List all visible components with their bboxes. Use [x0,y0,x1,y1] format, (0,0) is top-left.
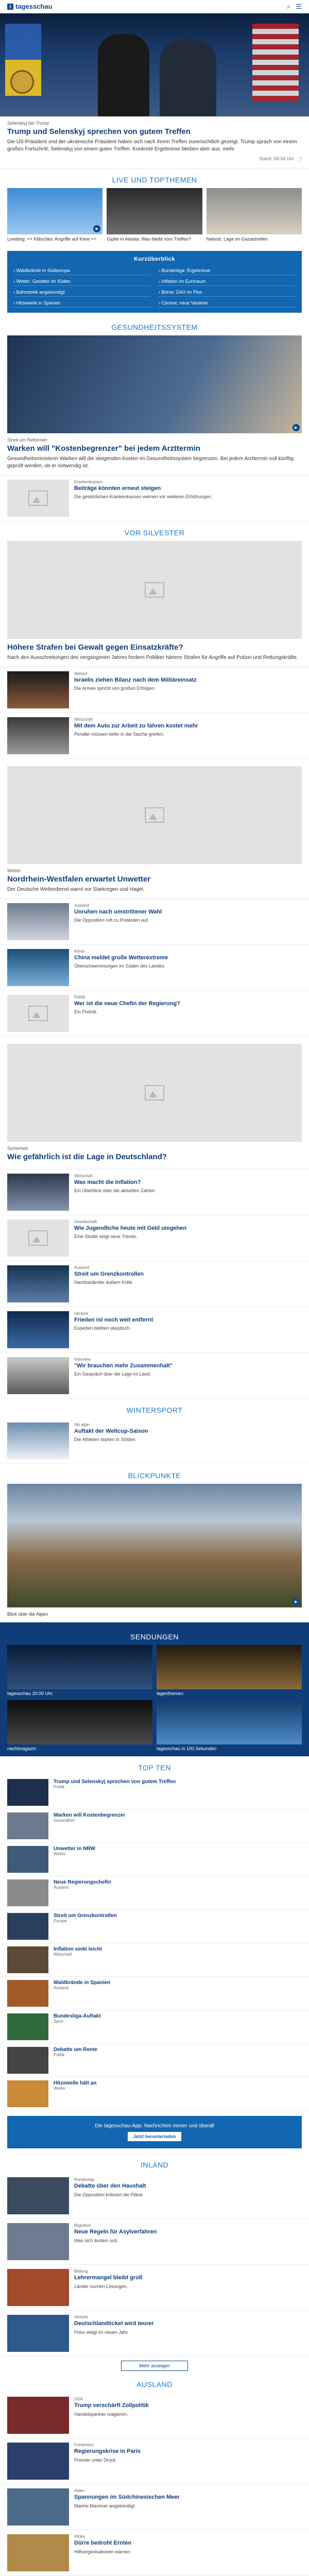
nord-dach: Wetter [7,868,21,873]
top-item[interactable] [0,1943,309,1977]
gefahr-headline[interactable]: Wie gefährlich ist die Lage in Deutschland? [7,1152,167,1161]
image-placeholder [7,1219,69,1257]
list-item[interactable] [0,1170,309,1215]
live-card-caption: Liveblog: ++ Klitschko: Angriffe auf Kiew ++ [7,236,96,242]
image-icon [28,490,48,506]
live-section-title: LIVE UND TOPTHEMEN [112,176,197,184]
list-teaser: Premier unter Druck. [74,2458,117,2463]
share-icon[interactable]: ⤴ [297,157,302,162]
top-sub: Wetter [54,2086,66,2091]
gesund-dach: Streit um Reformen [7,437,48,443]
list-item[interactable] [0,2265,309,2311]
top-headline[interactable]: Neue Regierungschefin [54,1879,111,1886]
logo-text: tagesschau [15,3,53,10]
nord-article[interactable] [0,864,309,899]
list-dach: Gesellschaft [74,1219,97,1224]
list-teaser: Was sich ändern soll. [74,2238,118,2244]
list-headline[interactable]: Mit dem Auto zur Arbeit zu fahren kostet mehr [74,722,198,729]
hero-image[interactable] [0,13,309,116]
hero-teaser: Die US-Präsident und der ukrainische Präsident haben sich nach ihrem Treffen zuversichtlich gezeigt. Trump sprach von einem großen Fortschritt, Selenskyj von einem guten Treffen. Konkrete Ergebnisse blieben aber aus. mehr [7,139,297,152]
sendung-caption: tagesschau in 100 Sekunden [157,1746,217,1752]
list-headline[interactable]: Debatte über den Haushalt [74,2183,146,2190]
list-teaser: Hilfsorganisationen warnen. [74,2549,132,2555]
list-headline[interactable]: Wie Jugendliche heute mit Geld umgehen [74,1225,187,1231]
top-sub: Ausland [54,1986,68,1991]
gefahr-article[interactable] [0,1142,309,1170]
list-teaser: Experten bleiben skeptisch. [74,1326,131,1331]
top-sub: Sport [54,2019,64,2024]
inland-section-title: INLAND [140,2161,169,2170]
more-button[interactable]: Mehr anzeigen [121,2361,188,2371]
list-item[interactable] [0,713,309,759]
list-dach: Politik [74,994,85,999]
list-headline[interactable]: "Wir brauchen mehr Zusammenhalt" [74,1362,173,1369]
site-header [0,0,309,13]
list-teaser: Handelspartner reagieren. [74,2412,128,2417]
top-headline[interactable]: Unwetter in NRW [54,1846,95,1852]
hero-article[interactable] [0,116,309,168]
list-headline[interactable]: Israelis ziehen Bilanz nach dem Militäreinsatz [74,676,197,683]
sendung-card[interactable] [7,1700,152,1751]
image-placeholder [7,995,69,1032]
list-item[interactable] [0,1215,309,1261]
kurz-item[interactable]: › Corona: neue Variante [159,299,296,308]
list-dach: Frankreich [74,2443,94,2448]
list-item[interactable] [0,2484,309,2530]
image-icon [145,582,164,598]
list-teaser: Überschwemmungen im Süden des Landes. [74,963,166,969]
live-card-caption: Nahost: Lage im Gazastreifen [206,236,268,242]
top-headline[interactable]: Streit um Grenzkontrollen [54,1913,117,1919]
list-teaser: Die Armee spricht von großen Erfolgen. [74,686,156,691]
kurz-item[interactable]: › Wetter: Gewitter im Süden [13,277,150,286]
list-headline[interactable]: Regierungskrise in Paris [74,2448,141,2455]
hero-meta: Stand: 08:34 Uhr [259,156,294,161]
sendung-caption: tagesschau 20:00 Uhr [7,1691,53,1697]
top-sub: Europa [54,1919,67,1924]
list-item[interactable] [0,2173,309,2219]
list-item[interactable] [0,1261,309,1307]
top-sub: Wetter [54,1852,66,1857]
blick-image[interactable] [7,1484,302,1607]
list-headline[interactable]: Unruhen nach umstrittener Wahl [74,908,162,915]
vorort-teaser: Nach den Ausschreitungen des vergangenen Jahres fordern Politiker härtere Strafen für Angriffe auf Polizei und Rettungskräfte. [7,654,298,660]
list-dach: Wirtschaft [74,1173,93,1178]
top-headline[interactable]: Hitzewelle hält an [54,2080,97,2087]
list-item[interactable] [0,899,309,945]
image-icon [145,1085,164,1100]
top-sub: Wirtschaft [54,1952,72,1957]
list-item[interactable] [0,1353,309,1399]
list-headline[interactable]: Streit um Grenzkontrollen [74,1270,144,1277]
top-item[interactable] [0,1910,309,1943]
top-headline[interactable]: Debatte um Rente [54,2047,98,2053]
live-card[interactable] [207,188,302,243]
list-dach: Ausland [74,1265,89,1270]
top-sub: Politik [54,1785,65,1790]
list-dach: Verkehr [74,2315,89,2320]
sendung-card[interactable] [157,1645,302,1696]
vorort-headline[interactable]: Höhere Strafen bei Gewalt gegen Einsatzkräfte? [7,642,183,652]
list-dach: Ukraine [74,1311,89,1316]
top-item[interactable] [0,1776,309,1809]
app-promo [7,2116,302,2148]
hero-dach: Selenskyj bei Trump [7,121,49,126]
list-headline[interactable]: Frieden ist noch weit entfernt [74,1316,153,1323]
list-dach: Nahost [74,671,88,676]
list-teaser: Ein Überblick über die aktuellen Zahlen. [74,1188,157,1194]
list-headline[interactable]: Was macht die Inflation? [74,1179,141,1185]
top-item[interactable] [0,1977,309,2010]
list-headline[interactable]: Trump verschärft Zollpolitik [74,2402,149,2409]
kurz-item[interactable]: › Hitzewelle in Spanien [13,299,150,308]
top-headline[interactable]: Trump und Selenskyj sprechen von gutem Treffen [54,1779,176,1785]
list-teaser: Ein Gespräch über die Lage im Land. [74,1371,151,1377]
list-teaser: Die gesetzlichen Krankenkassen warnen vor weiteren Erhöhungen. [74,494,213,500]
live-card-caption: Gipfel in Alaska: Was bleibt vom Treffen? [107,236,191,242]
play-icon: ▶ [93,225,100,232]
kurz-item[interactable]: › Inflation im Euroraum [159,277,296,286]
gefahr-dach: Sicherheit [7,1145,28,1151]
top-sub: Gesundheit [54,1818,75,1823]
image-placeholder[interactable] [7,766,302,864]
play-icon: ▶ [293,1598,300,1605]
list-teaser: Die Opposition ruft zu Protesten auf. [74,918,149,923]
list-item[interactable] [0,2311,309,2357]
list-teaser: Nachbarländer äußern Kritik. [74,1280,134,1285]
vorort-section-title: VOR SILVESTER [124,528,185,537]
list-headline[interactable]: Lehrermangel bleibt groß [74,2275,143,2281]
top-sub: Ausland [54,1885,68,1890]
nord-headline[interactable]: Nordrhein-Westfalen erwartet Unwetter [7,874,151,884]
list-teaser: Ein Porträt. [74,1009,98,1015]
ausland-section-title: AUSLAND [136,2380,173,2389]
live-card[interactable] [107,188,202,243]
gesund-article[interactable] [0,433,309,476]
list-dach: Interview [74,1357,91,1362]
top-item[interactable] [0,1843,309,1876]
list-item[interactable] [0,2530,309,2576]
play-icon: ▶ [293,424,300,431]
top-item[interactable] [0,2044,309,2077]
list-dach: Bundestag [74,2177,94,2182]
hero-headline[interactable]: Trump und Selenskyj sprechen von gutem Treffen [7,127,191,136]
list-dach: Afrika [74,2534,85,2539]
image-icon [28,1230,48,1246]
kurz-item[interactable]: › Waldbrände in Südeuropa [13,266,150,275]
list-item[interactable] [0,2438,309,2484]
list-item[interactable] [0,2219,309,2265]
top-item[interactable] [0,2010,309,2044]
list-dach: Asien [74,2488,85,2494]
list-dach: USA [74,2397,83,2402]
sendungen-section-title: SENDUNGEN [130,1633,179,1641]
image-icon [145,807,164,823]
list-teaser: Die Opposition kritisiert die Pläne. [74,2192,144,2198]
list-headline[interactable]: Beiträge könnten erneut steigen [74,485,161,492]
logo-mark: t [7,4,13,10]
list-teaser: Länder suchen Lösungen. [74,2284,128,2290]
list-headline[interactable]: Deutschlandticket wird teurer [74,2320,154,2327]
list-dach: Wirtschaft [74,717,93,722]
nord-teaser: Der Deutsche Wetterdienst warnt vor Starkregen und Hagel. [7,886,145,892]
promo-text: Die tagesschau-App: Nachrichten immer und überall [95,2123,214,2129]
sendungen-section [0,1622,309,1756]
list-dach: Ausland [74,903,89,908]
list-item[interactable] [0,1418,309,1464]
list-item[interactable] [0,945,309,991]
list-item[interactable] [0,991,309,1037]
sendung-card[interactable] [7,1645,152,1696]
list-dach: Krankenkassen [74,479,103,484]
sendung-caption: tagesthemen [157,1691,184,1697]
top-headline[interactable]: Inflation sinkt leicht [54,1946,102,1953]
blick-section-title: BLICKPUNKTE [128,1471,181,1480]
kurz-title: Kurzüberblick [134,256,175,262]
gesund-headline[interactable]: Warken will "Kostenbegrenzer" bei jedem Arzttermin [7,444,200,453]
kurzueberblick-box [7,251,302,313]
winter-section-title: WINTERSPORT [126,1405,183,1414]
list-item[interactable] [0,476,309,521]
list-headline[interactable]: Auftakt der Weltcup-Saison [74,1428,148,1434]
list-headline[interactable]: Dürre bedroht Ernten [74,2540,132,2547]
site-logo[interactable] [7,3,53,10]
promo-button[interactable]: Jetzt herunterladen [128,2132,181,2141]
search-icon[interactable]: ⌕ [287,2,291,10]
list-item[interactable] [0,1307,309,1353]
image-placeholder[interactable] [7,541,302,639]
kurz-item[interactable]: › Börse: DAX im Plus [159,288,296,297]
top-item[interactable] [0,1809,309,1843]
image-placeholder[interactable] [7,1044,302,1142]
list-dach: Ski alpin [74,1422,90,1427]
list-headline[interactable]: China meldet große Wetterextreme [74,954,168,961]
top-item[interactable] [0,2077,309,2111]
gesund-image[interactable] [7,335,302,433]
top-headline[interactable]: Waldbrände in Spanien [54,1980,111,1986]
image-placeholder [7,480,69,517]
blick-caption: Blick über die Alpen [7,1611,48,1617]
gesund-section-title: GESUNDHEITSSYSTEM [111,323,198,331]
live-card[interactable] [7,188,102,243]
image-icon [28,1006,48,1021]
list-teaser: Die Athleten starten in Sölden. [74,1437,137,1443]
list-item[interactable] [0,2393,309,2438]
top-headline[interactable]: Bundesliga-Auftakt [54,2013,101,2020]
top-section-title: TOP TEN [138,1764,171,1772]
list-dach: Migration [74,2223,91,2228]
list-dach: Klima [74,948,85,954]
list-teaser: Marine-Manöver angekündigt. [74,2503,136,2509]
menu-icon[interactable]: ☰ [296,2,302,10]
top-sub: Politik [54,2053,65,2058]
list-teaser: Pendler müssen tiefer in die Tasche greifen. [74,732,164,737]
gesund-teaser: Gesundheitsministerin Warken will die steigenden Kosten im Gesundheitssystem begrenzen. Bei jedem Arzttermin soll künftig geprüft werden, ob er notwendig ist. [7,455,294,469]
list-item[interactable] [0,667,309,713]
sendung-caption: nachtmagazin [7,1746,37,1752]
kurz-item[interactable]: › Bahnstreik angekündigt [13,288,150,297]
top-item[interactable] [0,1876,309,1910]
list-dach: Bildung [74,2269,88,2274]
kurz-item[interactable]: › Bundesliga: Ergebnisse [159,266,296,275]
list-teaser: Eine Studie zeigt neue Trends. [74,1234,138,1240]
list-headline[interactable]: Neue Regeln für Asylverfahren [74,2229,157,2235]
sendung-card[interactable] [157,1700,302,1751]
list-headline[interactable]: Spannungen im Südchinesischen Meer [74,2494,180,2501]
list-headline[interactable]: Wer ist die neue Chefin der Regierung? [74,1000,180,1007]
list-teaser: Preis steigt im neuen Jahr. [74,2330,129,2335]
top-headline[interactable]: Warken will Kostenbegrenzer [54,1812,126,1819]
vorort-article[interactable] [0,639,309,667]
